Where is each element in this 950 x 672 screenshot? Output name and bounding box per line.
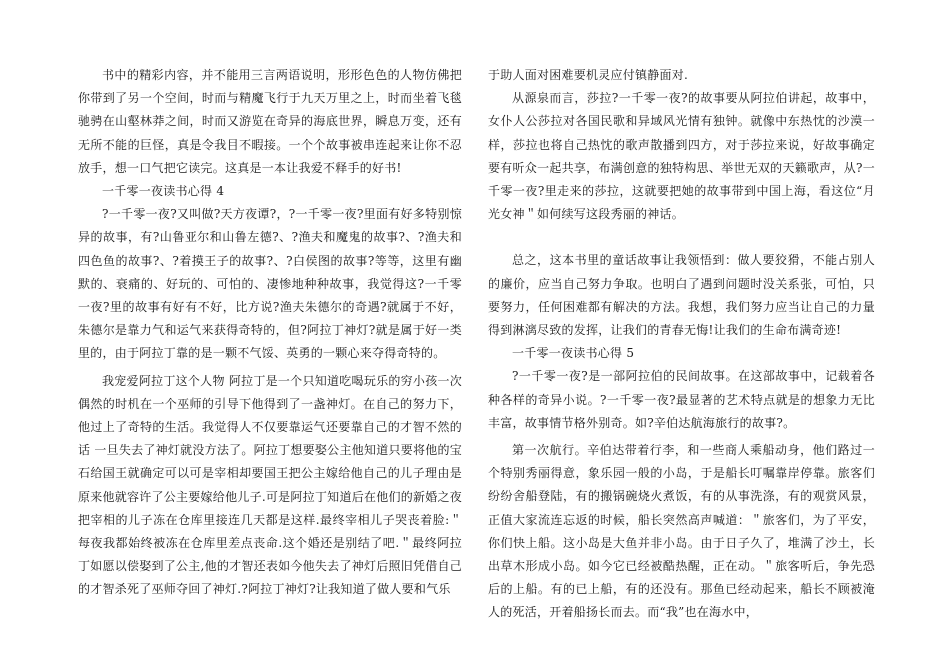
paragraph-intro-summary: 书中的精彩内容，并不能用三言两语说明，形形色色的人物仿佛把你带到了另一个空间，时而与精魔飞行于九天万里之上，时而坐着飞毯驰骋在山壑林莽之间，时而又游览在奇异的海底世界，瞬息万变，还有无所不能的巨怪，真是令我目不暇接。一个个故事被串连起来让你不忍放手，想一口气把它读完。这真是一本让我爱不释手的好书! xyxy=(78,68,462,175)
section-heading-5: 一千零一夜读书心得 5 xyxy=(512,346,635,361)
paragraph-folk-tales: ?一千零一夜?是一部阿拉伯的民间故事。在这部故事中，记载着各种各样的奇异小说。?一千零一夜?最显著的艺术特点就是的想象力无比丰富，故事情节格外别奇。如?辛伯达航海旅行的故事?。 xyxy=(488,369,875,430)
paragraph-aladdin: 我宠爱阿拉丁这个人物 阿拉丁是一个只知道吃喝玩乐的穷小孩一次偶然的时机在一个巫师的引导下他得到了一盏神灯。在自己的努力下，他过上了奇特的生活。我觉得人不仅要靠运气还要靠自己的才智不然的话 一旦失去了神灯就没方法了。阿拉丁想要娶公主他知道只要将他的宝石给国王就确定可以可是宰相却要国王把公主嫁给他自己的儿子理由是原来他就容许了公主要嫁给他儿子.可是阿拉丁知道后在他们的新婚之夜把宰相的儿子冻在仓库里接连几天都是这样.最终宰相儿子哭丧着脸:＂每夜我都始终被冻在仓库里差点丧命.这个婚还是别结了吧.＂最终阿拉丁如愿以偿娶到了公主,他的才智还表如今他失去了神灯后照旧凭借自己的才智杀死了巫师夺回了神灯.?阿拉丁神灯?让我知道了做人要和气乐 xyxy=(78,373,462,597)
right-column xyxy=(488,64,875,625)
paragraph-first-voyage: 第一次航行。辛伯达带着行李，和一些商人乘船动身，他们路过一个特别秀丽得意，象乐园一般的小岛，于是船长叮嘱靠岸停靠。旅客们纷纷舍船登陆，有的搬锅碗烧火煮饭，有的从事洗涤，有的观赏风景，正值大家流连忘返的时候，船长突然高声喊道：＂旅客们，为了平安，你们快上船。这小岛是大鱼并非小岛。由于日子久了，堆满了沙土，长出草木形成小岛。如今它已经被酷热醒，正在动。＂旅客听后，争先恐后的上船。有的已上船，有的还没有。那鱼已经动起来，船长不顾被淹人的死活，开着船扬长而去。而“我”也在海水中， xyxy=(488,443,875,620)
paragraph-continuation: 于助人面对困难要机灵应付镇静面对. xyxy=(488,68,689,82)
paragraph-conclusion: 总之，这本书里的童话故事让我领悟到：做人要狡猾，不能占别人的廉价，应当自己努力争取。也明白了遇到问题时没关系张，可怕，只要努力，任何困难都有解决的方法。我想，我们努力应当让自己的力量得到淋漓尽致的发挥，让我们的青春无悔!让我们的生命布满奇迹! xyxy=(488,253,875,338)
section-heading-4: 一千零一夜读书心得 4 xyxy=(102,184,225,199)
left-column xyxy=(78,64,462,602)
paragraph-sarah: 从源泉而言，莎拉?一千零一夜?的故事要从阿拉伯讲起，故事中，女仆人公莎拉对各国民歌和异域风光情有独钟。就像中东热忱的沙漠一样，莎拉也将自己热忱的歌声散播到四方，对于莎拉来说，好故事确定要有听众一起共享，布满创意的独特构思、举世无双的天籁歌声，从?一千零一夜?里走来的莎拉，这就要把她的故事带到中国上海，看这位“月光女神＂如何续写这段秀丽的神话。 xyxy=(488,91,875,222)
paragraph-story-list: ?一千零一夜?又叫做?天方夜谭?，?一千零一夜?里面有好多特别惊异的故事，有?山鲁亚尔和山鲁左德?、?渔夫和魔鬼的故事?、?渔夫和四色鱼的故事?、?着摸王子的故事?、?白侯图的故事?等等，这里有幽默的、衰痛的、好玩的、可怕的、凄惨地种种故事，我觉得这?一千零一夜?里的故事有好有不好，比方说?渔夫朱德尔的奇遇?就属于不好，朱德尔是靠力气和运气来获得奇特的，但?阿拉丁神灯?就是属于好一类里的，由于阿拉丁靠的是一颗不气馁、英勇的一颗心来夺得奇特的。 xyxy=(78,207,462,361)
